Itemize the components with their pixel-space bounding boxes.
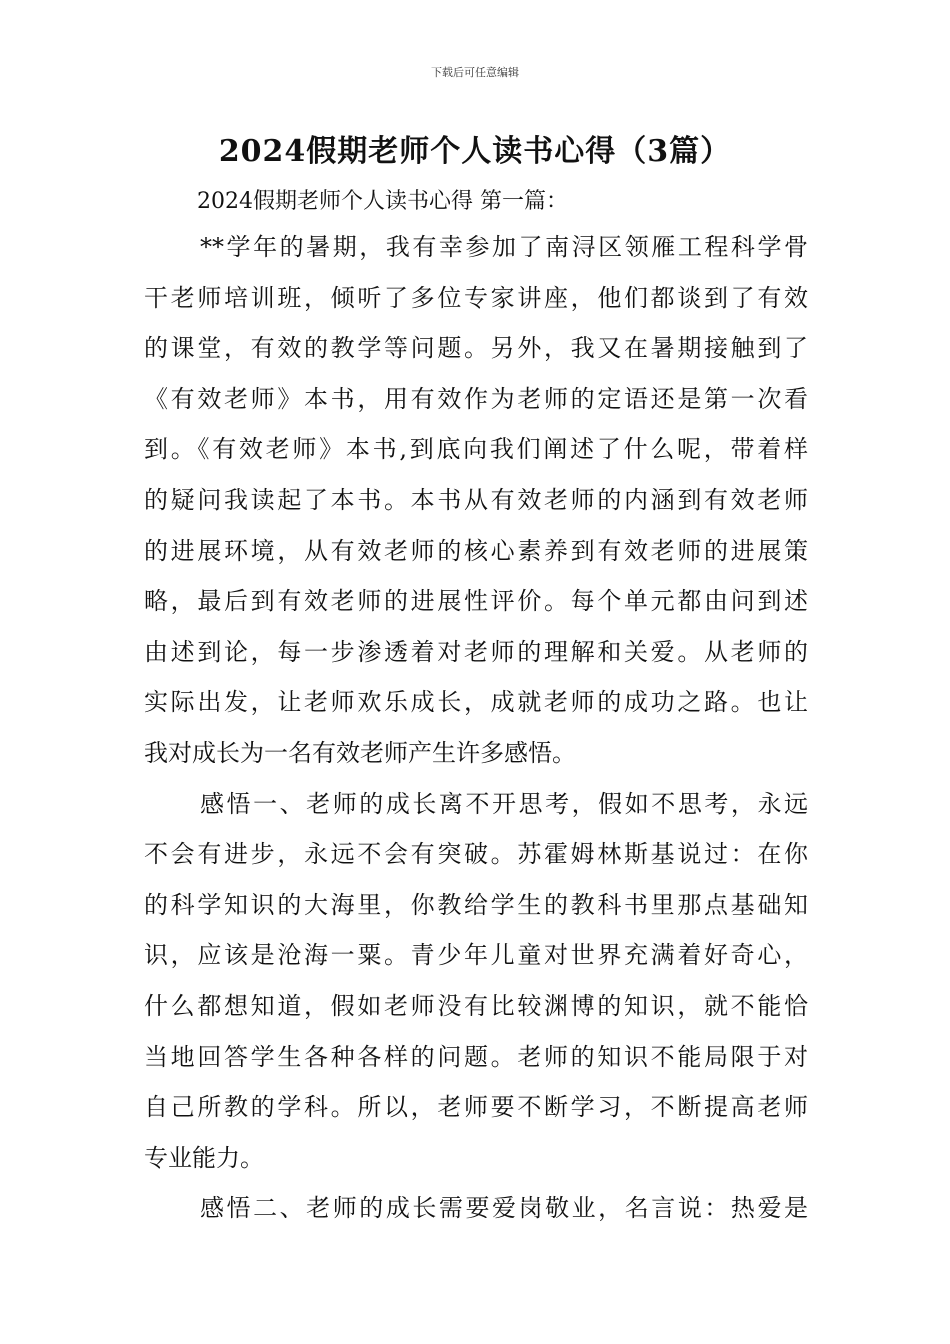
paragraph-line: 不会有进步，永远不会有突破。苏霍姆林斯基说过：在你 [144,840,808,869]
section-subtitle: 2024假期老师个人读书心得 第一篇： [197,189,568,214]
paragraph-line: 干老师培训班，倾听了多位专家讲座，他们都谈到了有效 [144,283,808,312]
paragraph-1 [144,222,808,779]
paragraph-line: 略，最后到有效老师的进展性评价。每个单元都由问到述 [144,587,808,616]
paragraph-line: 什么都想知道，假如老师没有比较渊博的知识，就不能恰 [144,991,808,1020]
paragraph-line: 的疑问我读起了本书。本书从有效老师的内涵到有效老师 [144,485,808,514]
paragraph-line: 实际出发，让老师欢乐成长，成就老师的成功之路。也让 [144,688,808,717]
paragraph-line: 的课堂，有效的教学等问题。另外，我又在暑期接触到了 [144,334,808,363]
paragraph-line: 当地回答学生各种各样的问题。老师的知识不能局限于对 [144,1042,808,1071]
paragraph-line: 由述到论，每一步渗透着对老师的理解和关爱。从老师的 [144,637,808,666]
paragraph-3 [144,1183,808,1234]
paragraph-2 [144,779,808,1184]
header-note: 下载后可任意编辑 [431,66,519,79]
paragraph-line: 感悟一、老师的成长离不开思考，假如不思考，永远 [200,789,808,818]
paragraph-line: 的进展环境，从有效老师的核心素养到有效老师的进展策 [144,536,808,565]
paragraph-line: 的科学知识的大海里，你教给学生的教科书里那点基础知 [144,890,808,919]
paragraph-line: 识，应该是沧海一粟。青少年儿童对世界充满着好奇心， [144,941,808,970]
document-body [144,222,808,1234]
paragraph-line: 到。《有效老师》本书,到底向我们阐述了什么呢，带着样 [144,435,808,464]
document-title: 2024假期老师个人读书心得（3篇） [218,134,732,169]
paragraph-line: 《有效老师》本书，用有效作为老师的定语还是第一次看 [144,384,808,413]
paragraph-line: 感悟二、老师的成长需要爱岗敬业，名言说：热爱是 [200,1194,808,1223]
paragraph-line: 自己所教的学科。所以，老师要不断学习，不断提高老师 [144,1093,808,1122]
paragraph-line: 专业能力。 [144,1143,264,1172]
paragraph-line: **学年的暑期，我有幸参加了南浔区领雁工程科学骨 [200,233,808,261]
paragraph-line: 我对成长为一名有效老师产生许多感悟。 [144,738,576,767]
